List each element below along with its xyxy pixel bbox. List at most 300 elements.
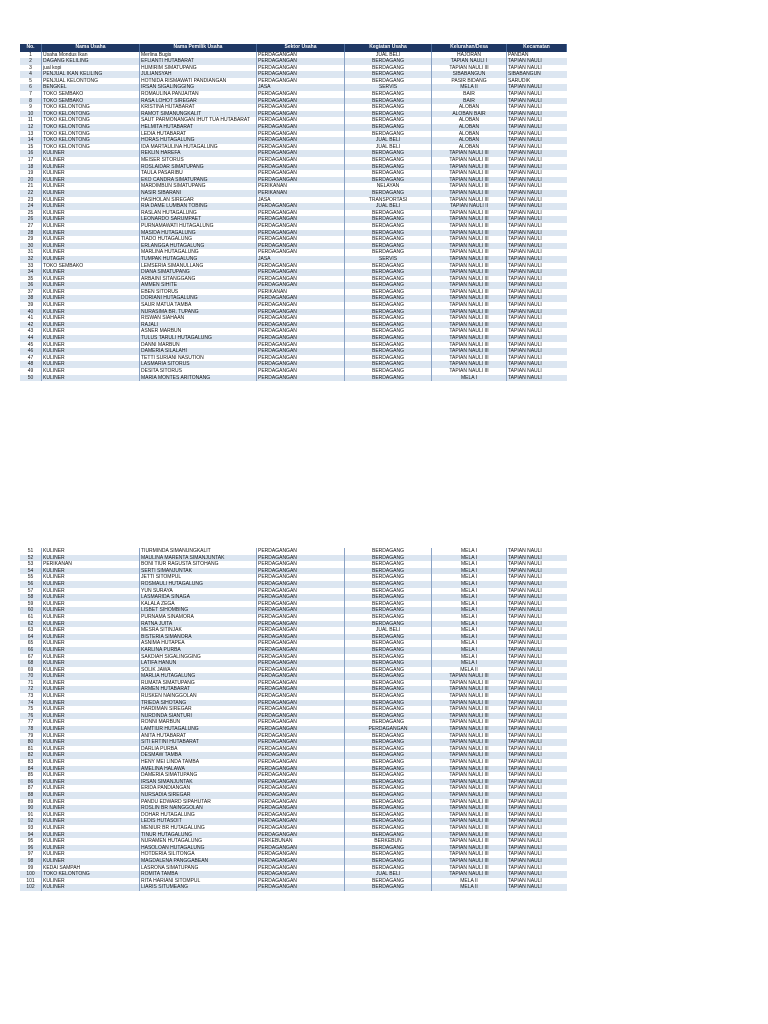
table-row [20,375,567,382]
cell-no: 101 [20,878,42,885]
cell-nama-usaha: PERIKANAN [42,561,140,568]
table-row [20,203,567,210]
cell-nama-pemilik: MAULINA MARENTA SIMANJUNTAK [140,555,257,562]
cell-nama-pemilik: SOLIK JAWA [140,667,257,674]
cell-sektor: PERDAGANGAN [257,865,345,872]
cell-kelurahan: ALOBAN BAIR [432,111,507,118]
cell-nama-usaha: KULINER [42,785,140,792]
cell-no: 89 [20,799,42,806]
cell-kecamatan: TAPIAN NAULI [508,646,542,653]
cell-kecamatan: TAPIAN NAULI [508,673,542,680]
cell-nama-usaha: KULINER [42,361,140,368]
cell-sektor: PERDAGANGAN [257,230,345,237]
cell-kecamatan: TAPIAN NAULI [508,884,542,891]
cell-sektor: PERDAGANGAN [257,851,345,858]
cell-kegiatan: BERDAGANG [345,752,432,759]
cell-nama-usaha: KULINER [42,772,140,779]
cell-nama-usaha: KULINER [42,190,140,197]
cell-no: 59 [20,601,42,608]
table-body-bottom [20,548,567,891]
cell-kelurahan: TAPIAN NAULI I [432,58,507,65]
cell-nama-usaha: KULINER [42,375,140,382]
cell-kelurahan: MELA II [432,84,507,91]
cell-nama-usaha: KULINER [42,726,140,733]
cell-nama-pemilik: DORIANI HUTAGALUNG [140,295,257,302]
cell-kecamatan: TAPIAN NAULI [508,798,542,805]
cell-sektor: PERDAGANGAN [257,706,345,713]
cell-nama-usaha: KULINER [42,640,140,647]
cell-sektor: PERDAGANGAN [257,355,345,362]
cell-kecamatan: TAPIAN NAULI [508,189,542,196]
cell-kelurahan: TAPIAN NAULI III [432,812,507,819]
cell-sektor: PERDAGANGAN [257,845,345,852]
cell-kelurahan: TAPIAN NAULI III [432,858,507,865]
cell-kelurahan: TAPIAN NAULI III [432,719,507,726]
cell-no: 66 [20,647,42,654]
cell-kecamatan: TAPIAN NAULI [508,328,542,335]
cell-kecamatan: TAPIAN NAULI [508,864,542,871]
cell-kelurahan: TAPIAN NAULI III [432,759,507,766]
cell-sektor: PERDAGANGAN [257,131,345,138]
cell-nama-pemilik: ROSMAULI HUTAGALUNG [140,581,257,588]
cell-no: 39 [20,302,42,309]
cell-no: 15 [20,144,42,151]
cell-nama-usaha: KULINER [42,276,140,283]
cell-kelurahan: TAPIAN NAULI III [432,282,507,289]
cell-no: 50 [20,375,42,382]
cell-nama-usaha: KULINER [42,574,140,581]
table-row [20,654,567,661]
cell-kecamatan: TAPIAN NAULI [508,732,542,739]
cell-nama-usaha: KULINER [42,309,140,316]
cell-nama-usaha: KULINER [42,256,140,263]
cell-kelurahan: TAPIAN NAULI III [432,335,507,342]
cell-no: 57 [20,588,42,595]
cell-kegiatan: BERDAGANG [345,170,432,177]
cell-nama-usaha: KULINER [42,634,140,641]
cell-kegiatan: SERVIS [345,256,432,263]
table-row [20,818,567,825]
cell-kegiatan: BERDAGANG [345,654,432,661]
cell-nama-usaha: KULINER [42,355,140,362]
data-table-bottom [20,548,567,891]
cell-kelurahan: TAPIAN NAULI III [432,851,507,858]
table-row [20,243,567,250]
table-row [20,719,567,726]
cell-kegiatan: BERDAGANG [345,150,432,157]
cell-kelurahan: TAPIAN NAULI III [432,177,507,184]
table-row [20,799,567,806]
cell-sektor: PERDAGANGAN [257,137,345,144]
cell-nama-pemilik: PANDU EDWARD SIPAHUTAR [140,799,257,806]
table-row [20,328,567,335]
cell-kecamatan: TAPIAN NAULI [508,752,542,759]
cell-no: 17 [20,157,42,164]
cell-kegiatan: BERDAGANG [345,263,432,270]
cell-kelurahan: MELA I [432,581,507,588]
cell-nama-pemilik: LATIFA HANUN [140,660,257,667]
cell-sektor: PERDAGANGAN [257,667,345,674]
cell-nama-pemilik: DARLIA PURBA [140,746,257,753]
cell-kecamatan: TAPIAN NAULI [508,693,542,700]
cell-kelurahan: MELA I [432,660,507,667]
cell-nama-usaha: jual kopi [42,65,140,72]
cell-nama-pemilik: RONNI MARBUN [140,719,257,726]
cell-no: 62 [20,621,42,628]
cell-kegiatan: BERDAGANG [345,884,432,891]
cell-no: 42 [20,322,42,329]
table-row [20,309,567,316]
cell-sektor: PERDAGANGAN [257,700,345,707]
cell-kecamatan: TAPIAN NAULI [508,607,542,614]
cell-kegiatan: BERDAGANG [345,282,432,289]
table-row [20,640,567,647]
cell-nama-pemilik: HELMITA HUTABARAT [140,124,257,131]
cell-sektor: PERDAGANGAN [257,150,345,157]
cell-kelurahan: TAPIAN NAULI III [432,845,507,852]
cell-nama-usaha: KULINER [42,197,140,204]
cell-nama-usaha: Usaha Mondus Ikan [42,52,140,59]
cell-kecamatan: TAPIAN NAULI [508,594,542,601]
cell-kecamatan: TAPIAN NAULI [508,275,542,282]
cell-sektor: JASA [257,84,345,91]
cell-nama-usaha: KULINER [42,150,140,157]
cell-kegiatan: BERDAGANG [345,190,432,197]
cell-no: 9 [20,104,42,111]
cell-kecamatan: TAPIAN NAULI [508,653,542,660]
cell-no: 28 [20,230,42,237]
table-row [20,71,567,78]
cell-no: 3 [20,65,42,72]
cell-sektor: PERDAGANGAN [257,733,345,740]
cell-kegiatan: BERDAGANG [345,607,432,614]
cell-nama-pemilik: NURDINDA SIANTURI [140,713,257,720]
cell-kecamatan: TAPIAN NAULI [508,315,542,322]
cell-no: 16 [20,150,42,157]
cell-kecamatan: TAPIAN NAULI [508,772,542,779]
cell-no: 40 [20,309,42,316]
cell-nama-usaha: KULINER [42,289,140,296]
cell-kecamatan: TAPIAN NAULI [508,745,542,752]
cell-kegiatan: BERDAGANG [345,878,432,885]
cell-kecamatan: TAPIAN NAULI [508,633,542,640]
cell-kecamatan: TAPIAN NAULI [508,295,542,302]
cell-nama-pemilik: LEONARDO SARUMPAET [140,216,257,223]
table-row [20,832,567,839]
cell-nama-pemilik: HUMIRIM SIMATUPANG [140,65,257,72]
cell-nama-pemilik: RISWAN SIAHAAN [140,315,257,322]
cell-kelurahan: TAPIAN NAULI III [432,216,507,223]
cell-sektor: PERDAGANGAN [257,759,345,766]
cell-no: 48 [20,361,42,368]
cell-nama-pemilik: TETTI SURIANI NASUTION [140,355,257,362]
cell-nama-usaha: KULINER [42,719,140,726]
cell-nama-usaha: BENGKEL [42,84,140,91]
cell-nama-usaha: KULINER [42,752,140,759]
cell-no: 60 [20,607,42,614]
cell-nama-pemilik: MARLINA HUTAGALUNG [140,249,257,256]
cell-kecamatan: TAPIAN NAULI [508,335,542,342]
table-row [20,249,567,256]
cell-nama-pemilik: AMELINA HALAWA [140,766,257,773]
cell-nama-pemilik: NURAMEN HUTAGALUNG [140,838,257,845]
cell-sektor: PERDAGANGAN [257,693,345,700]
table-row [20,131,567,138]
cell-kelurahan: TAPIAN NAULI III [432,785,507,792]
cell-nama-pemilik: IDA MARTAULINA HUTAGALUNG [140,144,257,151]
cell-nama-usaha: KEDAI SAMPAH [42,865,140,872]
cell-no: 67 [20,654,42,661]
cell-sektor: PERDAGANGAN [257,568,345,575]
cell-kegiatan: BERDAGANG [345,355,432,362]
cell-kecamatan: TAPIAN NAULI [508,548,542,554]
table-row [20,361,567,368]
cell-nama-usaha: KULINER [42,342,140,349]
cell-nama-pemilik: HOTDERIA SILITONGA [140,851,257,858]
cell-nama-usaha: KULINER [42,548,140,555]
cell-kecamatan: TAPIAN NAULI [508,216,542,223]
cell-nama-pemilik: YUN SURAYA [140,588,257,595]
cell-kegiatan: BERDAGANG [345,686,432,693]
cell-kegiatan: BERDAGANG [345,71,432,78]
cell-sektor: PERDAGANGAN [257,607,345,614]
cell-kelurahan: TAPIAN NAULI III [432,223,507,230]
cell-kegiatan: BERDAGANG [345,361,432,368]
cell-kelurahan: MELA I [432,548,507,555]
cell-nama-usaha: KULINER [42,223,140,230]
table-row [20,555,567,562]
cell-nama-pemilik: TIADO HUTAGALUNG [140,236,257,243]
table-row [20,65,567,72]
table-row [20,335,567,342]
cell-kegiatan: BERDAGANG [345,375,432,382]
cell-sektor: PERDAGANGAN [257,634,345,641]
cell-nama-usaha: PENJUAL IKAN KELILING [42,71,140,78]
cell-kecamatan: TAPIAN NAULI [508,196,542,203]
table-row [20,574,567,581]
cell-kegiatan: BERDAGANG [345,58,432,65]
cell-kegiatan: BERDAGANG [345,117,432,124]
cell-kelurahan: TAPIAN NAULI III [432,164,507,171]
cell-nama-pemilik: RASLAN HUTAGALUNG [140,210,257,217]
cell-sektor: PERDAGANGAN [257,375,345,382]
table-row [20,210,567,217]
cell-nama-pemilik: RAMOT SIMANUNGKALIT [140,111,257,118]
cell-kegiatan: BERDAGANG [345,772,432,779]
table-row [20,713,567,720]
cell-nama-pemilik: BONI TIUR RAGUSTA SITOHANG [140,561,257,568]
cell-nama-pemilik: DAMERIA SIMATUPANG [140,772,257,779]
cell-kelurahan: MELA I [432,561,507,568]
cell-kegiatan: BERDAGANG [345,746,432,753]
cell-nama-usaha: KULINER [42,335,140,342]
cell-nama-usaha: KULINER [42,693,140,700]
cell-nama-pemilik: NASIR SIBARANI [140,190,257,197]
cell-kelurahan: MELA I [432,627,507,634]
cell-nama-usaha: KULINER [42,302,140,309]
cell-nama-pemilik: JULIANSYAH [140,71,257,78]
cell-no: 70 [20,673,42,680]
cell-nama-pemilik: NURSADIA SIREGAR [140,792,257,799]
table-row [20,700,567,707]
cell-kecamatan: TAPIAN NAULI [508,620,542,627]
cell-nama-pemilik: PURNAMAWATI HUTAGALUNG [140,223,257,230]
cell-no: 84 [20,766,42,773]
cell-kelurahan: TAPIAN NAULI III [432,693,507,700]
cell-kecamatan: TAPIAN NAULI [508,706,542,713]
cell-no: 73 [20,693,42,700]
cell-kelurahan: TAPIAN NAULI III [432,805,507,812]
cell-sektor: PERDAGANGAN [257,746,345,753]
cell-sektor: PERDAGANGAN [257,361,345,368]
cell-no: 4 [20,71,42,78]
cell-no: 14 [20,137,42,144]
cell-kecamatan: TAPIAN NAULI [508,236,542,243]
cell-sektor: PERDAGANGAN [257,58,345,65]
cell-sektor: PERDAGANGAN [257,884,345,891]
table-row [20,117,567,124]
table-body-top [20,52,567,382]
cell-nama-usaha: TOKO KELONTONG [42,137,140,144]
cell-sektor: PERDAGANGAN [257,309,345,316]
cell-nama-usaha: TOKO KELONTONG [42,111,140,118]
cell-sektor: PERDAGANGAN [257,660,345,667]
cell-sektor: PERDAGANGAN [257,654,345,661]
cell-nama-usaha: KULINER [42,607,140,614]
cell-nama-pemilik: DIANA SIMATUPANG [140,269,257,276]
cell-kegiatan: BERDAGANG [345,249,432,256]
cell-kegiatan: BERDAGANG [345,230,432,237]
cell-kegiatan: PERDAGANGAN [345,726,432,733]
table-row [20,177,567,184]
cell-kelurahan: TAPIAN NAULI III [432,276,507,283]
cell-no: 18 [20,164,42,171]
table-row [20,878,567,885]
cell-sektor: PERDAGANGAN [257,342,345,349]
cell-kelurahan: TAPIAN NAULI III [432,871,507,878]
cell-kegiatan: BERDAGANG [345,832,432,839]
table-row [20,812,567,819]
cell-nama-usaha: TOKO KELONTONG [42,117,140,124]
cell-nama-usaha: KULINER [42,660,140,667]
cell-kelurahan: TAPIAN NAULI III [432,150,507,157]
cell-kelurahan: TAPIAN NAULI III [432,832,507,839]
cell-kegiatan: BERDAGANG [345,779,432,786]
cell-nama-usaha: KULINER [42,621,140,628]
cell-kecamatan: TAPIAN NAULI [508,361,542,368]
cell-nama-pemilik: ROSLAIDAR SIMATUPANG [140,164,257,171]
cell-nama-usaha: KULINER [42,627,140,634]
cell-no: 76 [20,713,42,720]
table-row [20,779,567,786]
cell-kegiatan: BERDAGANG [345,315,432,322]
cell-kelurahan: TAPIAN NAULI III [432,733,507,740]
cell-nama-pemilik: SERTI SIMANJUNTAK [140,568,257,575]
cell-nama-pemilik: IRSAN SIGALINGGING [140,84,257,91]
cell-no: 65 [20,640,42,647]
cell-no: 51 [20,548,42,555]
cell-sektor: JASA [257,256,345,263]
cell-no: 29 [20,236,42,243]
cell-kecamatan: TAPIAN NAULI [508,282,542,289]
cell-nama-usaha: KULINER [42,667,140,674]
cell-kecamatan: TAPIAN NAULI [508,137,542,144]
cell-nama-usaha: KULINER [42,713,140,720]
table-row [20,561,567,568]
cell-sektor: PERDAGANGAN [257,78,345,85]
cell-nama-usaha: KULINER [42,210,140,217]
cell-sektor: PERDAGANGAN [257,144,345,151]
cell-no: 47 [20,355,42,362]
cell-kecamatan: TAPIAN NAULI [508,640,542,647]
cell-nama-pemilik: AMMEN SIHITE [140,282,257,289]
cell-kelurahan: PASIR BIDANG [432,78,507,85]
table-row [20,805,567,812]
cell-no: 92 [20,818,42,825]
cell-no: 61 [20,614,42,621]
table-row [20,785,567,792]
cell-kegiatan: BERDAGANG [345,799,432,806]
cell-kelurahan: TAPIAN NAULI III [432,818,507,825]
cell-kegiatan: BERDAGANG [345,825,432,832]
cell-kecamatan: TAPIAN NAULI [508,124,542,131]
cell-kegiatan: BERDAGANG [345,812,432,819]
cell-sektor: PERDAGANGAN [257,561,345,568]
cell-kecamatan: TAPIAN NAULI [508,666,542,673]
table-row [20,342,567,349]
header-kegiatan: Kegiatan Usaha [345,44,432,52]
cell-kelurahan: TAPIAN NAULI III [432,183,507,190]
cell-kelurahan: MELA I [432,654,507,661]
header-kecamatan: Kecamatan [507,44,567,52]
cell-kelurahan: TAPIAN NAULI III [432,355,507,362]
cell-sektor: PERDAGANGAN [257,295,345,302]
cell-no: 26 [20,216,42,223]
cell-kelurahan: MELA I [432,640,507,647]
table-row [20,368,567,375]
cell-sektor: PERDAGANGAN [257,752,345,759]
table-row [20,865,567,872]
cell-sektor: PERDAGANGAN [257,614,345,621]
cell-kelurahan: TAPIAN NAULI III [432,838,507,845]
cell-kecamatan: TAPIAN NAULI [508,130,542,137]
cell-nama-usaha: KULINER [42,686,140,693]
cell-nama-pemilik: TULUS TARULI HUTAGALUNG [140,335,257,342]
table-row [20,594,567,601]
cell-kelurahan: MELA I [432,614,507,621]
cell-sektor: PERDAGANGAN [257,812,345,819]
cell-kelurahan: TAPIAN NAULI III [432,157,507,164]
cell-nama-pemilik: ROMITA TAMBA [140,871,257,878]
cell-kegiatan: BERDAGANG [345,368,432,375]
cell-no: 37 [20,289,42,296]
cell-no: 54 [20,568,42,575]
cell-sektor: PERDAGANGAN [257,574,345,581]
table-row [20,111,567,118]
cell-no: 81 [20,746,42,753]
cell-nama-usaha: KULINER [42,315,140,322]
table-row [20,607,567,614]
cell-sektor: PERDAGANGAN [257,818,345,825]
cell-sektor: JASA [257,197,345,204]
cell-no: 58 [20,594,42,601]
cell-kegiatan: JUAL BELI [345,137,432,144]
cell-kelurahan: TAPIAN NAULI III [432,236,507,243]
cell-nama-pemilik: ARBAINI SITANGGANG [140,276,257,283]
table-row [20,302,567,309]
cell-sektor: PERDAGANGAN [257,104,345,111]
table-row [20,686,567,693]
